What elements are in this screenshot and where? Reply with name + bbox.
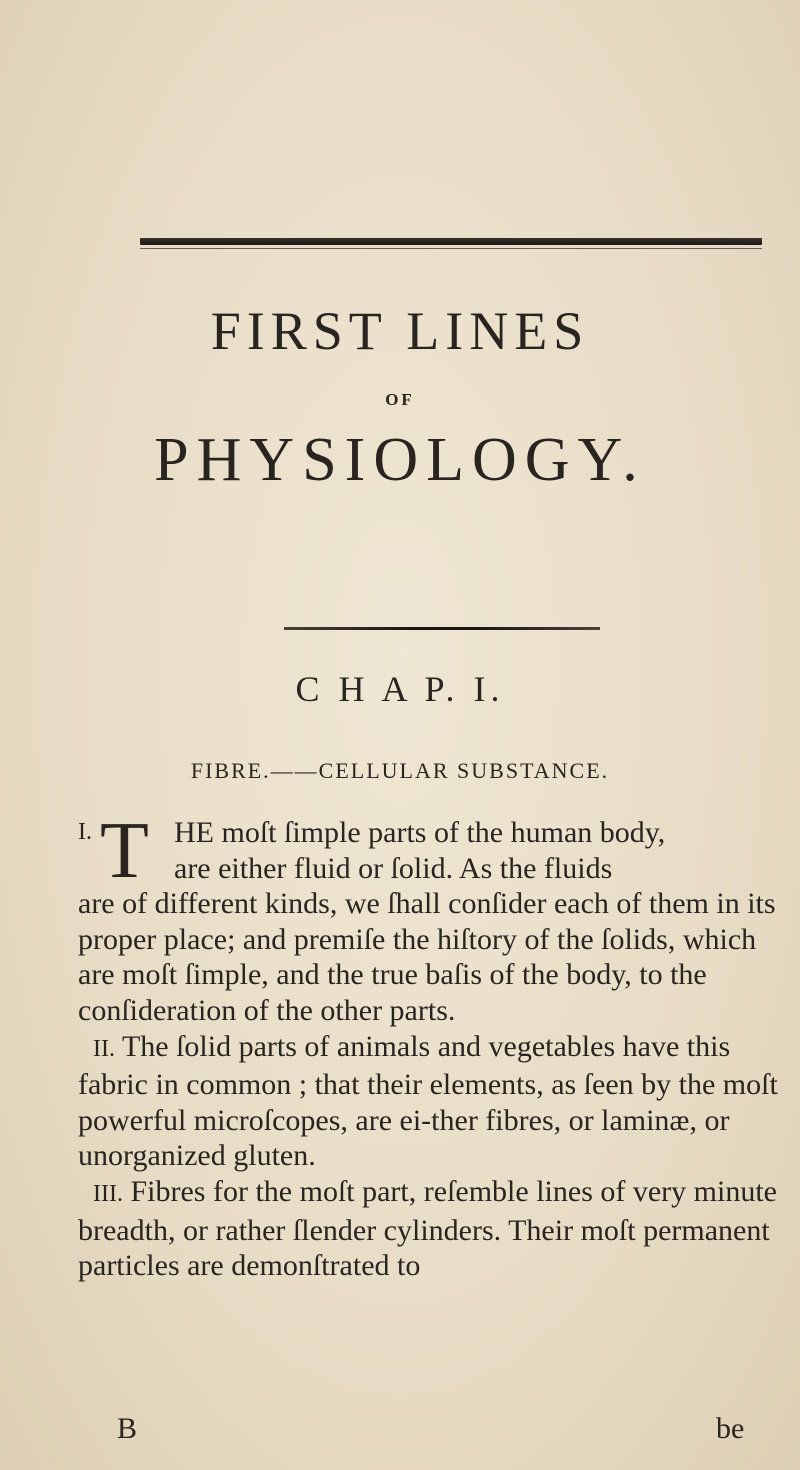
catchword: be bbox=[716, 1412, 745, 1445]
chapter-heading: C H A P. I. bbox=[295, 669, 505, 709]
chapter-subtitle: FIBRE.——CELLULAR SUBSTANCE. bbox=[190, 758, 610, 783]
section-1 bbox=[78, 807, 778, 1029]
section-1-text: are of different kinds, we ſhall conſider each of them in its proper place; and premiſe the hiſtory of the ſolids, which are moſt ſimple, and the true baſis of the body, to the conſideration of the other parts. bbox=[78, 887, 776, 1027]
section-number: I. bbox=[78, 819, 92, 845]
section-2 bbox=[78, 1029, 778, 1174]
title-of: OF bbox=[385, 390, 415, 409]
section-1-line-1: HE moſt ſimple parts of the human body, bbox=[174, 816, 666, 849]
section-3 bbox=[78, 1174, 778, 1284]
top-rule bbox=[140, 238, 762, 245]
page-footer bbox=[0, 1412, 800, 1452]
section-3-text: Fibres for the moſt part, reſemble lines of very minute breadth, or rather ſlender cylinders. Their moſt permanent particles are demonſtrated to bbox=[78, 1174, 777, 1283]
title-line-2: PHYSIOLOGY. bbox=[154, 426, 646, 494]
signature-mark: B bbox=[117, 1412, 138, 1445]
section-2-text: The ſolid parts of animals and vegetables have this fabric in common ; that their elements, as ſeen by the moſt powerful microſcopes, are ei-ther fibres, or laminæ, or unorganized gluten. bbox=[78, 1029, 778, 1173]
body-text bbox=[78, 807, 778, 1284]
section-1-line-2: are either fluid or ſolid. As the fluids bbox=[174, 851, 613, 885]
top-rule-thin bbox=[140, 248, 762, 249]
drop-cap: T bbox=[100, 807, 149, 895]
section-number: III. bbox=[93, 1180, 123, 1207]
title-line-1: FIRST LINES bbox=[210, 301, 590, 361]
ornamental-rule bbox=[284, 627, 600, 630]
section-number: II. bbox=[93, 1035, 115, 1062]
